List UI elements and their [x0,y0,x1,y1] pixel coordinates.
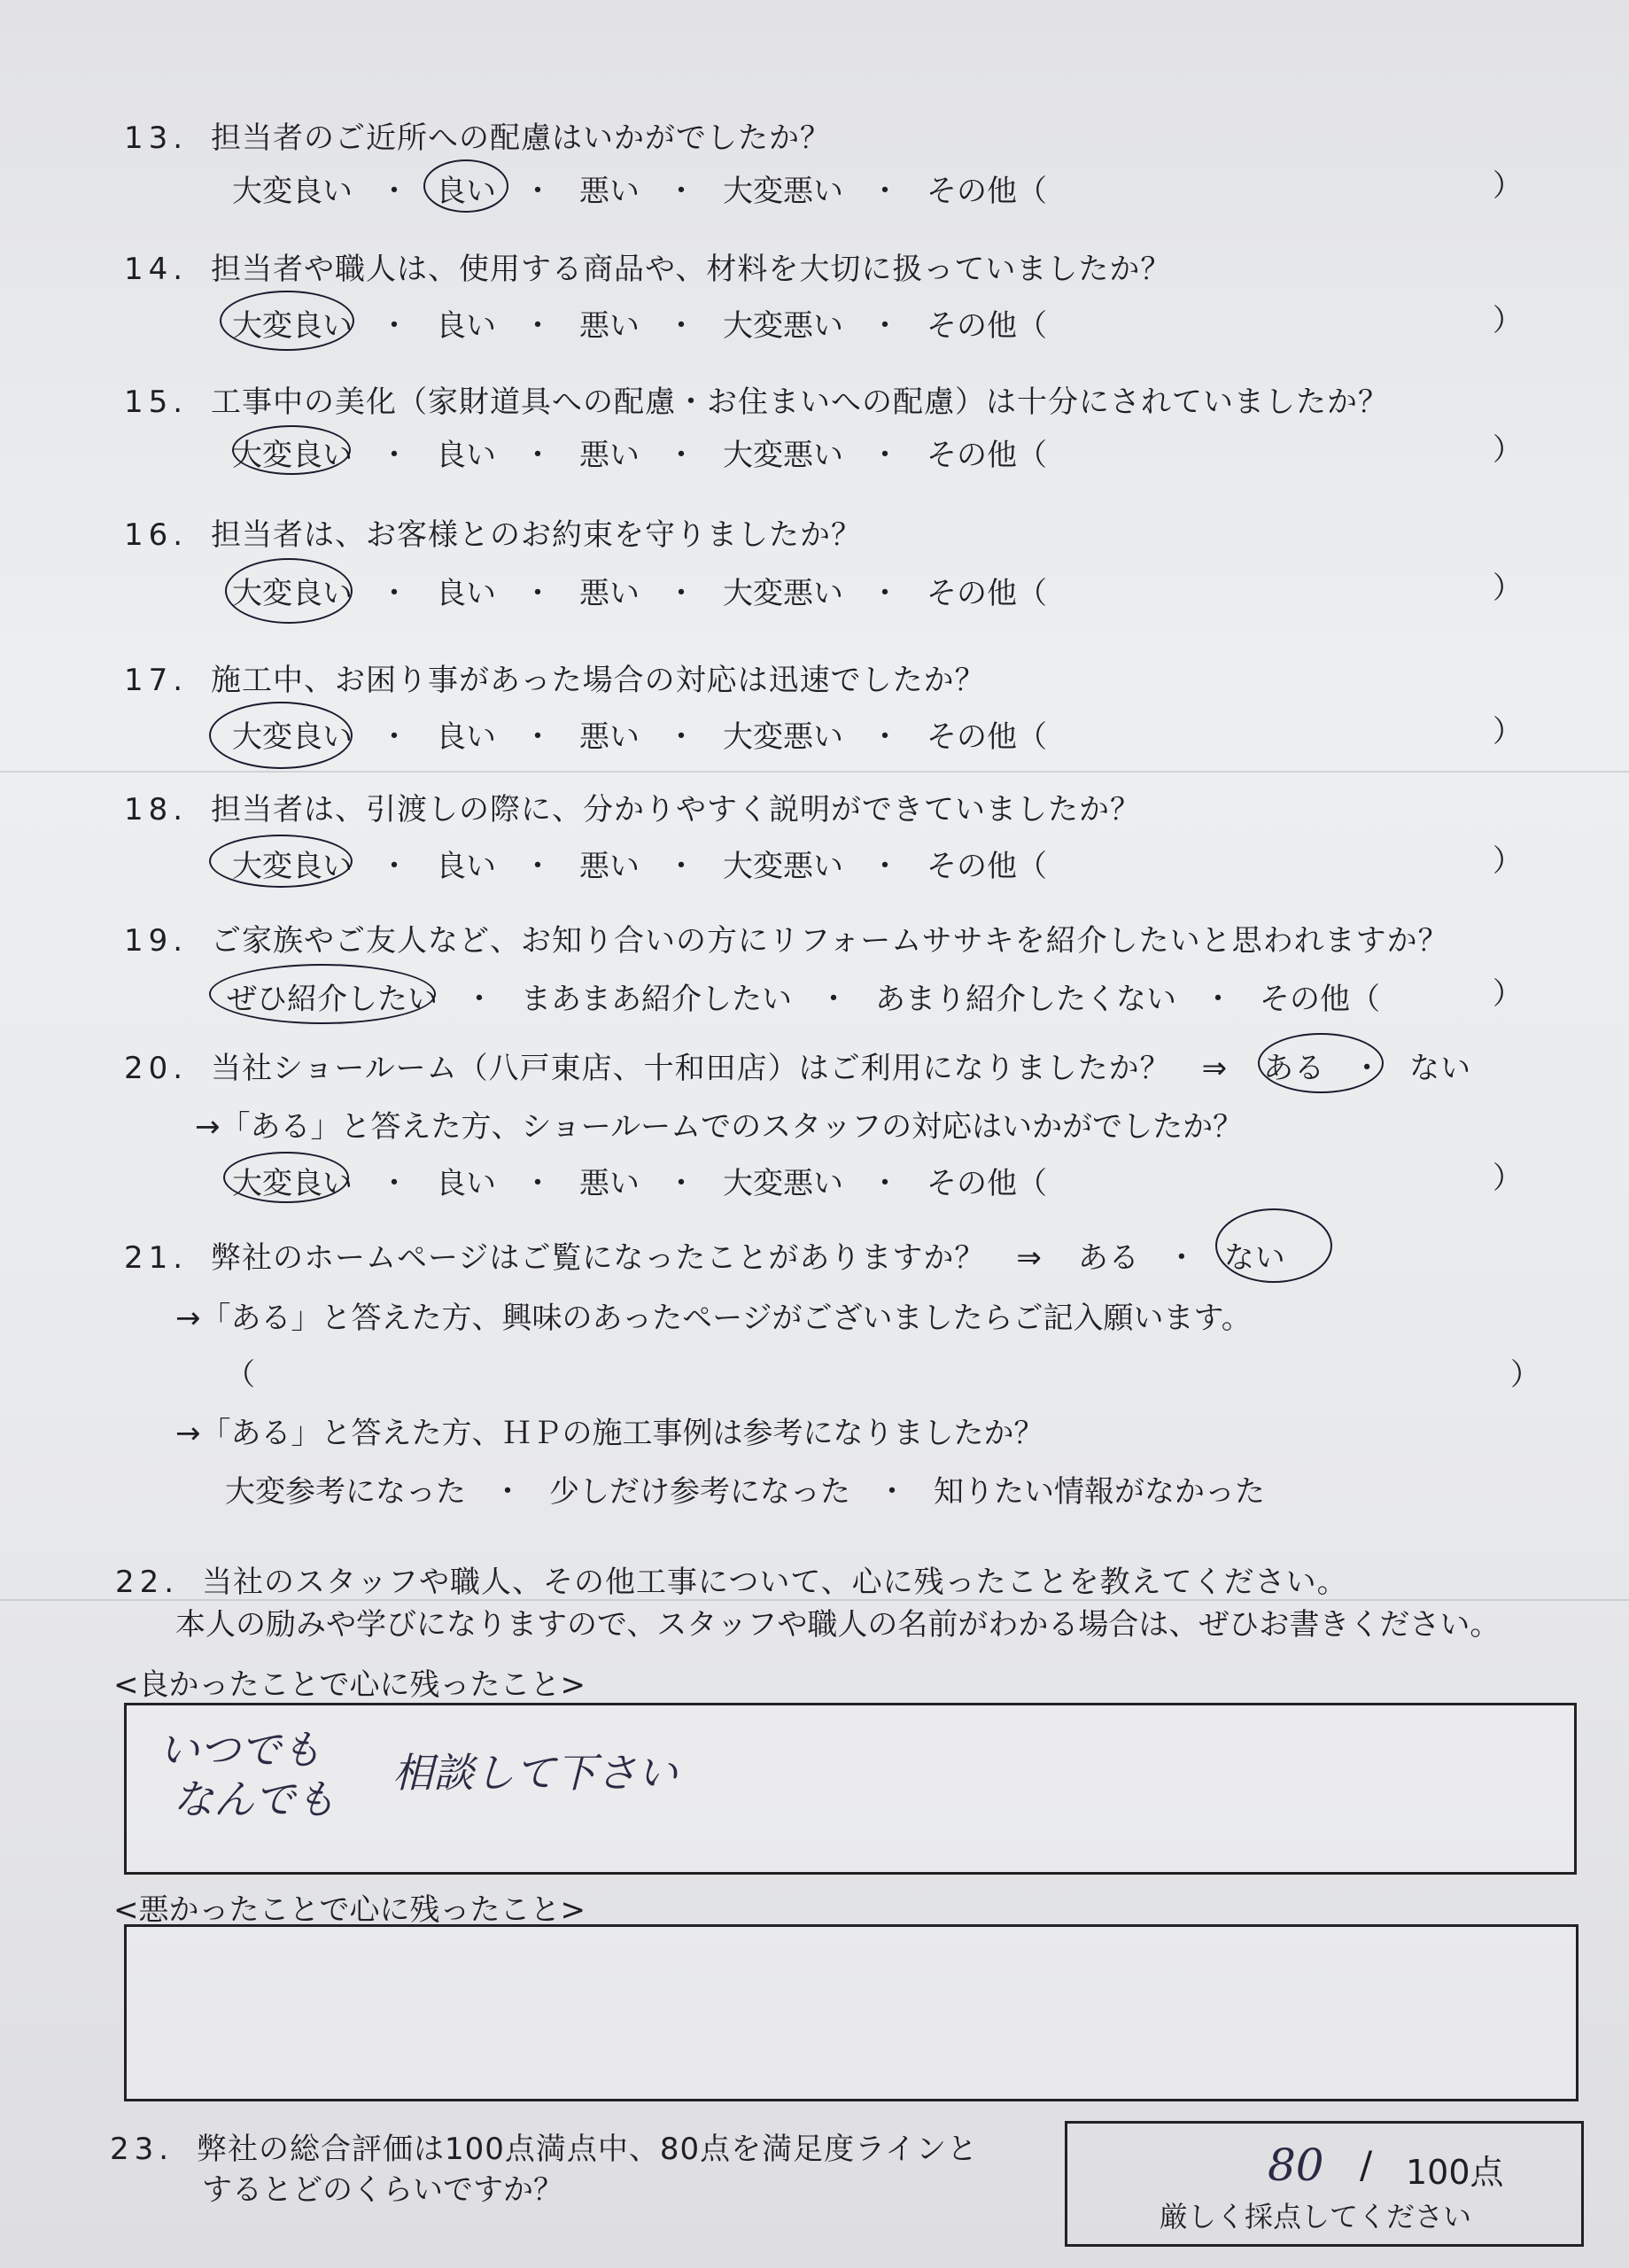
option-somewhat-refer[interactable]: まあまあ紹介したい [521,982,792,1017]
question-13 [124,113,831,157]
handwritten-line: いつでも [159,1726,322,1774]
option-good[interactable]: 良い [436,1166,496,1201]
option-no[interactable]: ない [1223,1240,1286,1276]
option-bad[interactable]: 悪い [579,719,640,755]
rating-options-17: 大変良い ・ 良い ・ 悪い ・ 大変悪い ・ その他（ [232,712,1047,756]
option-good[interactable]: 良い [436,719,496,755]
question-23-cont: するとどのくらいですか？ [202,2172,563,2208]
rating-options-13: 大変良い ・ 良い ・ 悪い ・ 大変悪い ・ その他（ [232,167,1047,210]
option-yes[interactable]: ある [1263,1051,1326,1086]
question-22: 22. 当社のスタッフや職人、その他工事について、心に残ったことを教えてください。 [115,1565,1348,1600]
question-17: 17. 施工中、お困り事があった場合の対応は迅速でしたか？ [124,663,986,698]
option-very-bad[interactable]: 大変悪い [723,576,843,611]
option-very-good[interactable]: 大変良い [232,308,353,344]
option-other[interactable]: その他（ [927,849,1047,884]
option-other[interactable]: その他（ [927,438,1047,473]
good-comments-label: <良かったことで心に残ったこと> [113,1667,586,1703]
option-very-bad[interactable]: 大変悪い [723,849,843,884]
good-comments-box[interactable] [124,1703,1577,1875]
option-bad[interactable]: 悪い [579,438,640,473]
option-no-info[interactable]: 知りたい情報がなかった [934,1474,1265,1510]
rating-options-14: 大変良い ・ 良い ・ 悪い ・ 大変悪い ・ その他（ [232,301,1047,345]
option-slightly-helpful[interactable]: 少しだけ参考になった [549,1474,850,1510]
followup-21b: →「ある」と答えた方、ＨＰの施工事例は参考になりましたか？ [175,1416,1044,1451]
option-definitely-refer[interactable]: ぜひ紹介したい [227,982,438,1017]
question-19: 19. ご家族やご友人など、お知り合いの方にリフォームササキを紹介したいと思われますか？ [124,923,1449,959]
followup-20: →「ある」と答えた方、ショールームでのスタッフの対応はいかがでしたか？ [195,1109,1244,1145]
option-good[interactable]: 良い [436,174,496,209]
option-other[interactable]: その他（ [927,308,1047,344]
open-paren: （ [225,1357,255,1393]
option-good[interactable]: 良い [436,576,496,611]
option-very-good[interactable]: 大変良い [232,1166,353,1201]
option-very-good[interactable]: 大変良い [232,719,353,755]
question-15: 15. 工事中の美化（家財道具への配慮・お住まいへの配慮）は十分にされていましたか？ [124,384,1389,420]
handwritten-score: 80 [1268,2140,1324,2191]
question-20: 20. 当社ショールーム（八戸東店、十和田店）はご利用になりましたか？ ⇒ ある ・ ない [124,1051,1472,1086]
referral-options: ぜひ紹介したい ・ まあまあ紹介したい ・ あまり紹介したくない ・ その他（ [227,975,1380,1018]
option-very-good[interactable]: 大変良い [232,174,353,209]
hp-reference-options: 大変参考になった ・ 少しだけ参考になった ・ 知りたい情報がなかった [225,1467,1265,1511]
bad-comments-box[interactable] [124,1924,1579,2101]
followup-21a: →「ある」と答えた方、興味のあったページがございましたらご記入願います。 [175,1301,1252,1336]
option-no[interactable]: ない [1409,1051,1472,1086]
option-good[interactable]: 良い [436,849,496,884]
survey-sheet: 13. 担当者のご近所への配慮はいかがでしたか？ 大変良い ・ 良い ・ 悪い ・ 大変悪い ・ その他（ ） 14. 担当者や職人は、使用する商品や、材料を大切に扱っていましたか？ 大変良い ・ 良い ・ 悪い ・ 大変悪い ・ その他（ ） 15. 工事中の美化（家財道具への配慮・お住まいへの配慮）は十分にされていましたか？ 大変良い ・ 良い ・ 悪い ・ 大変悪い ・ その他（ ） 16. 担当者は、お客様とのお約束を守りましたか？ 大変良い ・ 良い ・ 悪い ・ 大変悪い ・ その他（ ） 17. 施工中、お困り事があった場合の対応は迅速でしたか？ 大変良い ・ 良い ・ 悪い ・ 大変悪い ・ その他（ ） 18. 担当者は、引渡しの際に、分かりやすく説明ができていましたか？ 大変良い ・ 良い ・ 悪い ・ 大変悪い ・ その他（ ） 19. ご家族やご友人など、お知り合いの方にリフォームササキを紹介したいと思われますか？ ぜひ紹介したい ・ まあまあ紹介したい ・ あまり紹介したくない ・ その他（ ） 20. 当社ショールーム（八戸東店、十和田店）はご利用になりましたか？ ⇒ ある ・ ない →「ある」と答えた方、ショールームでのスタッフの対応はいかがでしたか？ 大変良い ・ 良い ・ 悪い ・ 大変悪い ・ その他（ ） 21. 弊社のホームページはご覧になったことがありますか？ ⇒ ある ・ ない →「ある」と答えた方、興味のあったページがございましたらご記入願います。 （ ） →「ある」と答えた方、ＨＰの施工事例は参考になりましたか？ 大変参考になった ・ 少しだけ参考になった ・ 知りたい情報がなかった 22. 当社のスタッフや職人、その他工事について、心に残ったことを教えてください。 本人の励みや学びになりますので、スタッフや職人の名前がわかる場合は、ぜひお書きください。 <良かったことで心に残ったこと> いつでも なんでも 相談して下さい <悪かったことで心に残ったこと> 23. 弊社の総合評価は100点満点中、80点を満足度ラインと するとどのくらいですか？ 80 / 100点 厳しく採点してください [0,0,1629,2268]
paper-fold [0,771,1629,773]
question-number: 13. [124,120,189,156]
score-slash: / [1360,2143,1373,2186]
option-bad[interactable]: 悪い [579,849,640,884]
question-22-note: 本人の励みや学びになりますので、スタッフや職人の名前がわかる場合は、ぜひお書きください。 [175,1607,1501,1643]
handwritten-line: 相談して下さい [392,1749,678,1797]
question-14: 14. 担当者や職人は、使用する商品や、材料を大切に扱っていましたか？ [124,252,1172,287]
question-23: 23. 弊社の総合評価は100点満点中、80点を満足度ラインと [110,2132,979,2167]
option-very-bad[interactable]: 大変悪い [723,719,843,755]
option-bad[interactable]: 悪い [579,308,640,344]
score-note: 厳しく採点してください [1160,2200,1472,2233]
option-good[interactable]: 良い [436,438,496,473]
question-18: 18. 担当者は、引渡しの際に、分かりやすく説明ができていましたか？ [124,792,1141,827]
option-very-bad[interactable]: 大変悪い [723,1166,843,1201]
option-very-bad[interactable]: 大変悪い [723,174,843,209]
option-very-bad[interactable]: 大変悪い [723,438,843,473]
option-very-good[interactable]: 大変良い [232,849,353,884]
option-other[interactable]: その他（ [1260,982,1380,1017]
option-yes[interactable]: ある [1077,1240,1140,1276]
option-bad[interactable]: 悪い [579,576,640,611]
option-other[interactable]: その他（ [927,719,1047,755]
option-very-bad[interactable]: 大変悪い [723,308,843,344]
max-score: 100点 [1406,2153,1504,2192]
option-good[interactable]: 良い [436,308,496,344]
handwritten-line: なんでも [173,1775,336,1823]
option-bad[interactable]: 悪い [579,174,640,209]
option-other[interactable]: その他（ [927,174,1047,209]
option-very-good[interactable]: 大変良い [232,438,353,473]
question-21: 21. 弊社のホームページはご覧になったことがありますか？ ⇒ ある ・ ない [124,1240,1286,1276]
score-box[interactable] [1065,2121,1584,2247]
option-not-refer[interactable]: あまり紹介したくない [875,982,1176,1017]
option-other[interactable]: その他（ [927,1166,1047,1201]
close-paren: ） [1493,168,1523,204]
question-text: 担当者のご近所への配慮はいかがでしたか？ [211,120,831,156]
option-bad[interactable]: 悪い [579,1166,640,1201]
rating-options-15: 大変良い ・ 良い ・ 悪い ・ 大変悪い ・ その他（ [232,431,1047,474]
option-very-good[interactable]: 大変良い [232,576,353,611]
option-other[interactable]: その他（ [927,576,1047,611]
rating-options-20: 大変良い ・ 良い ・ 悪い ・ 大変悪い ・ その他（ [232,1159,1047,1202]
question-16: 16. 担当者は、お客様とのお約束を守りましたか？ [124,517,862,553]
bad-comments-label: <悪かったことで心に残ったこと> [113,1892,586,1928]
option-very-helpful[interactable]: 大変参考になった [225,1474,466,1510]
rating-options-16: 大変良い ・ 良い ・ 悪い ・ 大変悪い ・ その他（ [232,569,1047,612]
rating-options-18: 大変良い ・ 良い ・ 悪い ・ 大変悪い ・ その他（ [232,842,1047,885]
